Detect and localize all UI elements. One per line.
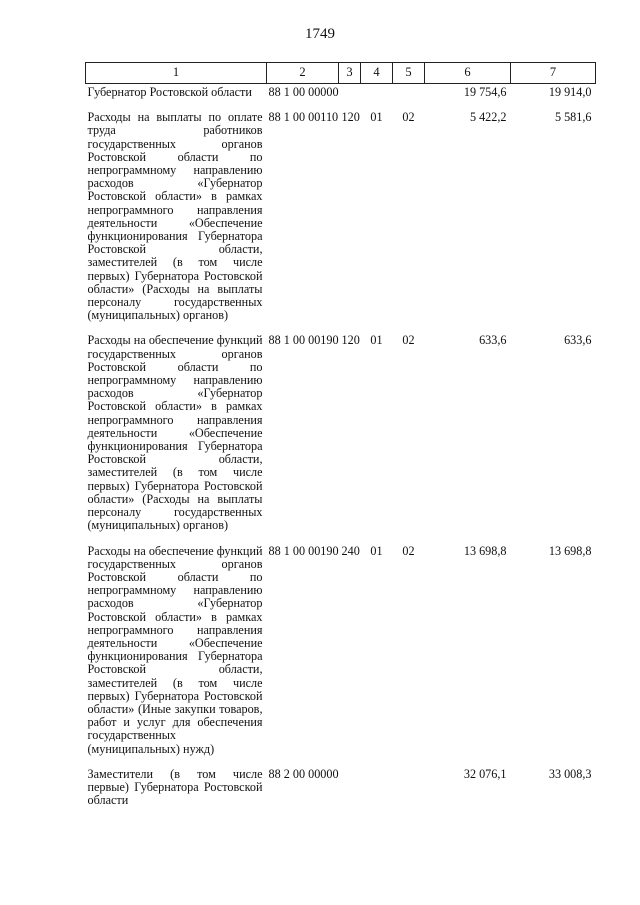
- row-subsection: 02: [402, 110, 415, 125]
- row-amount-year2: 633,6: [564, 333, 592, 348]
- row-description: Губернатор Ростовской области: [87, 85, 252, 99]
- row-target-code: 88 1 00 00000: [268, 85, 339, 99]
- row-description: Расходы на выплаты по оплате труда работников государственных органов Ростовской области по непрограммному направлению расходов «Губернатор Ростовской области» в рамках непрограммного направления деятельности «Обеспечение функционирования Губернатора Ростовской области, заместителей (в том числе первых) Губернатора Ростовской области» (Расходы на выплаты персоналу государственных (муниципальных) органов): [87, 110, 263, 323]
- row-target-code: 88 1 00 00190: [268, 543, 339, 558]
- row-expense-type: 240: [341, 543, 360, 558]
- column-header: 2: [267, 63, 339, 84]
- row-amount-year1: 32 076,1: [463, 766, 507, 781]
- row-subsection: [393, 766, 425, 818]
- column-header: 4: [361, 63, 393, 84]
- row-amount-year2: 5 581,6: [554, 110, 592, 125]
- page-number: 1749: [305, 26, 335, 42]
- row-expense-type: [339, 766, 361, 818]
- row-section: [361, 766, 393, 818]
- row-description: Заместители (в том числе первые) Губернатора Ростовской области: [87, 766, 263, 808]
- row-amount-year1: 5 422,2: [469, 110, 507, 125]
- row-target-code: 88 1 00 00190: [268, 333, 339, 348]
- row-description: Расходы на обеспечение функций государственных органов Ростовской области по непрограммному направлению расходов «Губернатор Ростовской области» в рамках непрограммного направления деятельности «Обеспечение функционирования Губернатора Ростовской области, заместителей (в том числе первых) Губернатора Ростовской области» (Иные закупки товаров, работ и услуг для обеспечения государственных (муниципальных) нужд): [87, 543, 263, 756]
- row-section: 01: [370, 110, 383, 125]
- row-amount-year2: 13 698,8: [548, 543, 592, 558]
- row-amount-year2: 33 008,3: [548, 766, 592, 781]
- table-row: [86, 543, 596, 766]
- table-body: [86, 84, 596, 818]
- row-section: 01: [370, 333, 383, 348]
- column-header: 7: [511, 63, 596, 84]
- row-amount-year1: 13 698,8: [463, 543, 507, 558]
- table-row: [86, 84, 596, 110]
- row-description: Расходы на обеспечение функций государственных органов Ростовской области по непрограммному направлению расходов «Губернатор Ростовской области» в рамках непрограммного направления деятельности «Обеспечение функционирования Губернатора Ростовской области, заместителей (в том числе первых) Губернатора Ростовской области» (Расходы на выплаты персоналу государственных (муниципальных) органов): [87, 333, 263, 533]
- column-header: 5: [393, 63, 425, 84]
- row-expense-type: 120: [341, 110, 360, 125]
- table-row: [86, 109, 596, 332]
- row-target-code: 88 2 00 00000: [268, 766, 339, 781]
- budget-table: [85, 62, 596, 817]
- row-amount-year2: 19 914,0: [548, 85, 592, 99]
- column-header: 6: [425, 63, 511, 84]
- row-section: 01: [370, 543, 383, 558]
- row-subsection: 02: [402, 333, 415, 348]
- row-target-code: 88 1 00 00110: [268, 110, 339, 125]
- header-row: [86, 63, 596, 84]
- row-expense-type: 120: [341, 333, 360, 348]
- row-subsection: [393, 84, 425, 110]
- row-amount-year1: 633,6: [479, 333, 507, 348]
- row-amount-year1: 19 754,6: [463, 85, 507, 99]
- table-header: [86, 63, 596, 84]
- row-expense-type: [339, 84, 361, 110]
- table-row: [86, 766, 596, 818]
- column-header: 3: [339, 63, 361, 84]
- table-row: [86, 332, 596, 542]
- row-subsection: 02: [402, 543, 415, 558]
- column-header: 1: [86, 63, 267, 84]
- row-section: [361, 84, 393, 110]
